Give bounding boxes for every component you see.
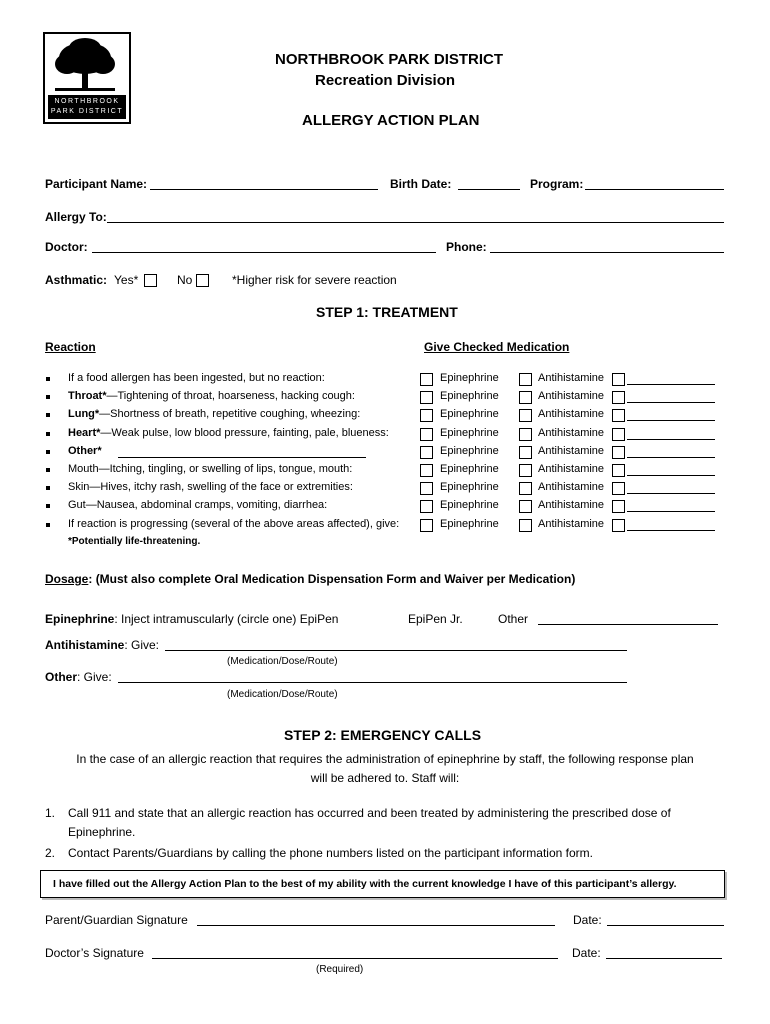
other-medication-checkbox[interactable] [612, 482, 625, 495]
reaction-description: Gut—Nausea, abdominal cramps, vomiting, diarrhea: [68, 499, 328, 511]
allergy-to-field[interactable] [107, 222, 724, 223]
antihistamine-checkbox[interactable] [519, 500, 532, 513]
antihistamine-checkbox[interactable] [519, 446, 532, 459]
epinephrine-checkbox[interactable] [420, 464, 433, 477]
birth-date-label: Birth Date: [390, 177, 452, 191]
northbrook-logo [43, 32, 131, 124]
reaction-text [68, 445, 102, 457]
epinephrine-checkbox[interactable] [420, 373, 433, 386]
bullet-icon [46, 450, 50, 454]
logo-line2: PARK DISTRICT [50, 108, 124, 115]
epinephrine-checkbox[interactable] [420, 409, 433, 422]
doctor-signature-field[interactable] [152, 958, 558, 959]
higher-risk-note: *Higher risk for severe reaction [232, 273, 397, 287]
antihistamine-dosage-text: : Give: [124, 638, 160, 652]
antihistamine-checkbox[interactable] [519, 391, 532, 404]
epinephrine-checkbox[interactable] [420, 482, 433, 495]
logo-band [48, 95, 126, 119]
step2-intro-line1: In the case of an allergic reaction that requires the administration of epinephrine by staff, the following response plan [76, 752, 694, 766]
form-title: ALLERGY ACTION PLAN [302, 112, 480, 129]
epinephrine-label: Epinephrine [440, 445, 499, 457]
antihistamine-label: Antihistamine [538, 408, 605, 420]
bullet-icon [46, 432, 50, 436]
bullet-icon [46, 468, 50, 472]
other-reaction-field[interactable] [118, 457, 366, 458]
reaction-header: Reaction [45, 340, 96, 354]
participant-name-field[interactable] [150, 189, 378, 190]
epinephrine-other-label: Other [498, 612, 529, 626]
reaction-label: Throat* [68, 390, 107, 402]
step2-item2-num: 2. [45, 846, 56, 860]
program-field[interactable] [585, 189, 724, 190]
epinephrine-dosage [45, 612, 338, 626]
other-medication-checkbox[interactable] [612, 373, 625, 386]
other-medication-checkbox[interactable] [612, 500, 625, 513]
antihistamine-dosage-label: Antihistamine [45, 638, 125, 652]
other-medication-field[interactable] [627, 402, 715, 403]
dosage-title-underlined: Dosage [45, 572, 89, 586]
epinephrine-checkbox[interactable] [420, 391, 433, 404]
reaction-description: —Shortness of breath, repetitive coughing, wheezing: [99, 408, 361, 420]
epinephrine-label: Epinephrine [440, 427, 499, 439]
reaction-text [68, 390, 355, 402]
epinephrine-checkbox[interactable] [420, 519, 433, 532]
other-medication-field[interactable] [627, 511, 715, 512]
antihistamine-med-dose-route: (Medication/Dose/Route) [227, 656, 338, 667]
birth-date-field[interactable] [458, 189, 520, 190]
phone-field[interactable] [490, 252, 724, 253]
antihistamine-label: Antihistamine [538, 390, 605, 402]
reaction-description: If a food allergen has been ingested, but no reaction: [68, 372, 325, 384]
antihistamine-label: Antihistamine [538, 463, 605, 475]
other-medication-checkbox[interactable] [612, 446, 625, 459]
bullet-icon [46, 395, 50, 399]
participant-name-label: Participant Name: [45, 177, 148, 191]
reaction-text [68, 427, 389, 439]
epinephrine-label: Epinephrine [440, 463, 499, 475]
doctor-field[interactable] [92, 252, 436, 253]
antihistamine-give-field[interactable] [165, 650, 627, 651]
step1-title: STEP 1: TREATMENT [316, 304, 458, 320]
parent-signature-label: Parent/Guardian Signature [45, 913, 188, 927]
reaction-description: Skin—Hives, itchy rash, swelling of the face or extremities: [68, 481, 353, 493]
step2-intro-line2: will be adhered to. Staff will: [310, 771, 460, 785]
step2-item1-num: 1. [45, 806, 56, 820]
other-medication-field[interactable] [627, 457, 715, 458]
reaction-text [68, 408, 360, 420]
asthmatic-no-checkbox[interactable] [196, 274, 209, 287]
allergy-to-label: Allergy To: [45, 210, 107, 224]
antihistamine-checkbox[interactable] [519, 428, 532, 441]
reaction-text [68, 481, 353, 493]
asthmatic-label: Asthmatic: [45, 273, 108, 287]
other-medication-field[interactable] [627, 493, 715, 494]
other-medication-field[interactable] [627, 475, 715, 476]
reaction-description: —Weak pulse, low blood pressure, fainting, pale, blueness: [100, 427, 389, 439]
reaction-label: Other* [68, 445, 102, 457]
other-dosage-label: Other [45, 670, 78, 684]
step2-item1-line1: Call 911 and state that an allergic reaction has occurred and been treated by administering the prescribed dose of [68, 806, 671, 820]
dosage-title-rest: : (Must also complete Oral Medication Dispensation Form and Waiver per Medication) [88, 572, 576, 586]
other-medication-field[interactable] [627, 384, 715, 385]
other-medication-field[interactable] [627, 420, 715, 421]
phone-label: Phone: [446, 240, 487, 254]
antihistamine-checkbox[interactable] [519, 464, 532, 477]
asthmatic-no-label: No [177, 273, 193, 287]
bullet-icon [46, 413, 50, 417]
antihistamine-label: Antihistamine [538, 445, 605, 457]
life-threatening-note: *Potentially life-threatening. [68, 536, 201, 547]
bullet-icon [46, 523, 50, 527]
epinephrine-checkbox[interactable] [420, 500, 433, 513]
other-medication-field[interactable] [627, 530, 715, 531]
reaction-text [68, 463, 352, 475]
dosage-title [45, 572, 575, 586]
asthmatic-yes-label: Yes* [114, 273, 139, 287]
other-medication-field[interactable] [627, 439, 715, 440]
doctor-signature-label: Doctor’s Signature [45, 946, 144, 960]
step2-item1-line2: Epinephrine. [68, 825, 136, 839]
step2-item2-text: Contact Parents/Guardians by calling the phone numbers listed on the participant information form. [68, 846, 593, 860]
reaction-text [68, 518, 399, 530]
antihistamine-label: Antihistamine [538, 499, 605, 511]
epinephrine-label: Epinephrine [440, 408, 499, 420]
medication-header: Give Checked Medication [424, 340, 570, 354]
reaction-text [68, 372, 325, 384]
epinephrine-label: Epinephrine [440, 372, 499, 384]
doctor-date-label: Date: [572, 946, 601, 960]
reaction-description: Mouth—Itching, tingling, or swelling of lips, tongue, mouth: [68, 463, 353, 475]
antihistamine-checkbox[interactable] [519, 482, 532, 495]
certification-box [40, 870, 725, 898]
logo-line1: NORTHBROOK [54, 98, 120, 105]
other-dosage-text: : Give: [77, 670, 112, 684]
program-label: Program: [530, 177, 584, 191]
other-medication-checkbox[interactable] [612, 409, 625, 422]
bullet-icon [46, 486, 50, 490]
bullet-icon [46, 377, 50, 381]
org-name: NORTHBROOK PARK DISTRICT [275, 51, 504, 68]
reaction-label: Heart* [68, 427, 101, 439]
parent-signature-field[interactable] [197, 925, 555, 926]
bullet-icon [46, 504, 50, 508]
antihistamine-label: Antihistamine [538, 518, 605, 530]
epinephrine-dosage-text: : Inject intramuscularly (circle one) EpiPen [114, 612, 339, 626]
epinephrine-label: Epinephrine [440, 518, 499, 530]
epinephrine-other-field[interactable] [538, 624, 718, 625]
antihistamine-checkbox[interactable] [519, 373, 532, 386]
parent-date-field[interactable] [607, 925, 724, 926]
epinephrine-label: Epinephrine [440, 390, 499, 402]
epinephrine-dosage-label: Epinephrine [45, 612, 115, 626]
doctor-label: Doctor: [45, 240, 88, 254]
step2-title: STEP 2: EMERGENCY CALLS [284, 727, 482, 743]
reaction-description: If reaction is progressing (several of the above areas affected), give: [68, 518, 400, 530]
asthmatic-yes-checkbox[interactable] [144, 274, 157, 287]
required-note: (Required) [316, 964, 364, 975]
antihistamine-label: Antihistamine [538, 427, 605, 439]
epinephrine-checkbox[interactable] [420, 428, 433, 441]
other-medication-checkbox[interactable] [612, 391, 625, 404]
certification-text: I have filled out the Allergy Action Plan to the best of my ability with the current knowledge I have of this participant’s allergy. [53, 878, 677, 890]
other-medication-checkbox[interactable] [612, 464, 625, 477]
reaction-label: Lung* [68, 408, 100, 420]
reaction-text [68, 499, 327, 511]
other-medication-checkbox[interactable] [612, 519, 625, 532]
division-name: Recreation Division [315, 72, 456, 89]
epinephrine-checkbox[interactable] [420, 446, 433, 459]
other-medication-checkbox[interactable] [612, 428, 625, 441]
doctor-date-field[interactable] [606, 958, 722, 959]
epinephrine-label: Epinephrine [440, 481, 499, 493]
antihistamine-dosage [45, 638, 159, 652]
other-dosage [45, 670, 112, 684]
antihistamine-label: Antihistamine [538, 372, 605, 384]
antihistamine-label: Antihistamine [538, 481, 605, 493]
other-med-dose-route: (Medication/Dose/Route) [227, 689, 338, 700]
antihistamine-checkbox[interactable] [519, 409, 532, 422]
epipen-jr-option[interactable]: EpiPen Jr. [408, 612, 463, 626]
other-give-field[interactable] [118, 682, 627, 683]
epinephrine-label: Epinephrine [440, 499, 499, 511]
antihistamine-checkbox[interactable] [519, 519, 532, 532]
parent-date-label: Date: [573, 913, 602, 927]
reaction-description: —Tightening of throat, hoarseness, hacking cough: [106, 390, 355, 402]
tree-icon [45, 36, 125, 94]
